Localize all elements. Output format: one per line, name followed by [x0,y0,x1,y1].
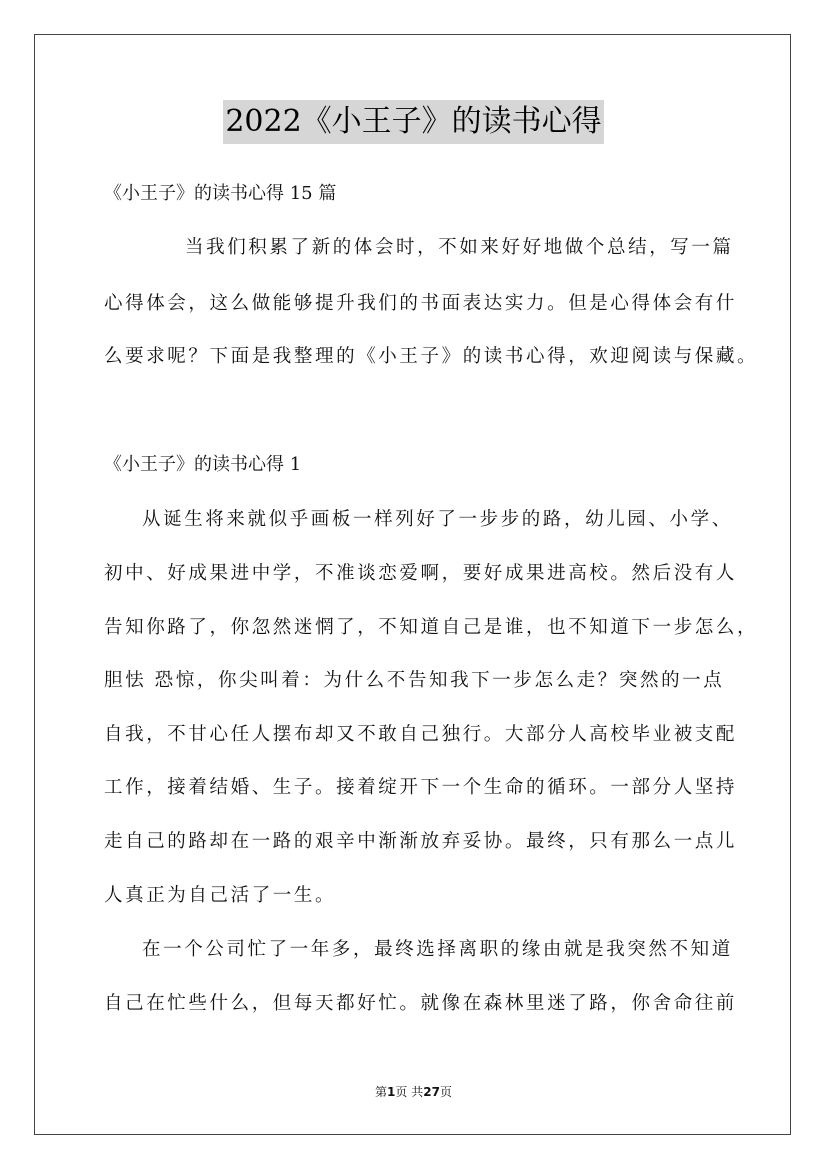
intro-line: 心得体会，这么做能够提升我们的书面表达实力。但是心得体会有什 [104,293,738,314]
paragraph-line: 工作，接着结婚、生子。接着绽开下一个生命的循环。一部分人坚持 [104,777,738,798]
intro-line: 当我们积累了新的体会时，不如来好好地做个总结，写一篇 [185,237,734,258]
paragraph-line: 自我，不甘心任人摆布却又不敢自己独行。大部分人高校毕业被支配 [104,724,738,745]
title-container [0,100,827,144]
footer-middle: 页 共 [395,1085,424,1099]
paragraph-line: 人真正为自己活了一生。 [104,885,337,906]
paragraph-line: 自己在忙些什么，但每天都好忙。就像在森林里迷了路，你舍命往前 [104,993,738,1014]
document-subtitle: 《小王子》的读书心得 15 篇 [104,183,337,204]
paragraph-line: 从诞生将来就似乎画板一样列好了一步步的路，幼儿园、小学、 [142,509,733,530]
paragraph-line: 在一个公司忙了一年多，最终选择离职的缘由就是我突然不知道 [142,939,733,960]
intro-line: 么要求呢？下面是我整理的《小王子》的读书心得，欢迎阅读与保藏。 [104,346,759,367]
paragraph-line: 胆怯 恐惊，你尖叫着：为什么不告知我下一步怎么走？突然的一点 [104,670,725,691]
paragraph-line: 告知你路了，你忽然迷惘了，不知道自己是谁，也不知道下一步怎么， [104,617,759,638]
section-heading: 《小王子》的读书心得 1 [104,454,302,475]
document-title: 2022《小王子》的读书心得 [223,100,603,144]
paragraph-line: 走自己的路却在一路的艰辛中渐渐放弃妥协。最终，只有那么一点儿 [104,831,738,852]
footer-page-current: 1 [387,1085,396,1099]
page-footer [0,1082,827,1102]
paragraph-line: 初中、好成果进中学，不准谈恋爱啊，要好成果进高校。然后没有人 [104,563,738,584]
footer-suffix: 页 [439,1085,452,1099]
footer-page-total: 27 [423,1085,440,1099]
footer-prefix: 第 [375,1085,388,1099]
